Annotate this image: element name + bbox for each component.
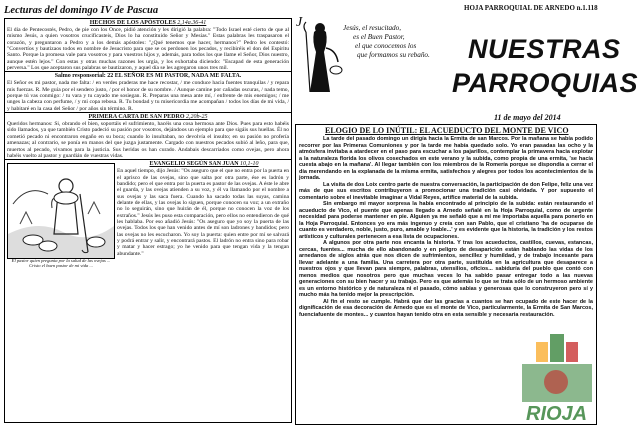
issue-date: 11 de mayo del 2014 [494,113,561,122]
illustration-caption: El pastor quien pregunta por la salud de las ovejas ... Cristo el buen pastor de mi vida ... [11,258,111,269]
gospel-text: En aquel tiempo, dijo Jesús: "Os aseguro que el que no entra por la puerta en el aprisco de las ovejas, sino que salta por otra parte, ése es ladrón y bandido; pero el que entra por la puerta es pastor de las ovejas. A éste le abre el guarda, y las ovejas atienden a su voz, y él va llamando por el nombre a sus ovejas y las saca fuera. Cuando ha sacado todas las suyas, camina delante de ellas, y las ovejas lo siguen, porque conocen su voz; a un extraño no lo seguirán, sino que huirán de él, porque no conocen la voz de los extraños." Jesús les puso esta comparación, pero ellos no entendieron de qué les hablaba. Por eso añadió Jesús: "Os aseguro que yo soy la puerta de las ovejas. Todos los que han venido antes de mí son ladrones y bandidos; pero las ovejas no les escucharon. Yo soy la puerta: quien entre por mí se salvará y podrá entrar y salir, y encontrará pastos. El ladrón no entra sino para robar y matar y hacer estrago; yo he venido para que tengan vida y la tengan abundante." [117,168,289,257]
first-reading-heading: HECHOS DE LOS APÓSTOLES 2,14a.36-41 [89,20,207,26]
masthead-title-line2: PARROQUIAS [452,68,638,98]
psalm-heading: Salmo responsorial: 22 EL SEÑOR ES MI PASTOR, NADA ME FALTA. [54,73,242,80]
article-paragraph: Sin embargo mi mayor sorpresa la había encontrado al principio de la subida: están restaurando el acueducto de Vico, el puente que apenas llegado a Arnedo señalé en la Hoja Parroquial, como de urgente necesidad para poderse mantener en pie. Alguien ya me señaló que a mí me importaba aquella para ponerlo en la Hoja Parroquial. Entonces yo era más ingenuo y creía con san Pablo, que el cristiano 'ha de ocuparse de cuanto es verdadero, noble, justo, puro, amable y loable...' y es evidente que la historia, la tradición y los restos artísticos y culturales pertenecen a esa lista de ocupaciones. [299,201,593,240]
article-paragraph: La tarde del pasado domingo un dirigía hacia la Ermita de san Marcos. Por la mañana se había podido recorrer por las Primeras Comuniones y por la tarde me había quedado solo. Yo eran pasadas las ocho y la atmósfera invitaba a atardecer en el paso para escuchar a los pajarillos, contemplar la primavera hacia explotar a la naturaleza florida los olivos cosechados en este verano y la subida, como propia de una ermita, 'se hacía cuesta abajo en la mañana'. Al llegar también con los miembros de la Romería porque se dispondía a cerrar el día merendando en la explanada de la misma ermita, satisfechos y alegres por todos los acontecimientos de la jornada. [299,136,593,181]
psalm-text: El Señor es mi pastor, nada me falta: / en verdes praderas me hace recostar, / me conduce hacia fuentes tranquilas / y repara mis fuerzas. R. Me guía por el sendero justo, / por el honor de su nombre. / Aunque camine por cañadas oscuras, / nada temo, porque tú vas conmigo: / tu vara y tu cayado me sosiegan. R. Preparas una mesa ante mí, / enfrente de mis enemigos; / me unges la cabeza con perfume, / y mi copa rebosa. R. Tu bondad y tu misericordia me acompañan / todos los días de mi vida, / y habitaré en la casa del Señor / por años sin término. R. [7,80,289,112]
gospel-section [5,161,291,269]
masthead-title-line1: NUESTRAS [468,34,621,64]
readings-column [4,4,292,423]
shepherd-logo [296,12,346,98]
readings-title: Lecturas del domingo IV de Pascua [4,5,159,16]
article-body [299,136,593,318]
article-paragraph: La visita de dos Loix centro parte de nuestra conversación, la participación de don Felipe, feliz una vez más de que sus escritos contribuyeron a promocionar una tradición casi olvidada. Y por supuesto el comentario sobre el inevitable imaginar a Vidal Reyes, artífice material de la subida. [299,181,593,201]
svg-text:J: J [296,15,303,30]
second-reading-heading: PRIMERA CARTA DE SAN PEDRO 2,20b-25 [88,114,208,121]
tagline-quote: Jesús, el resucitado, es el Buen Pastor, el que conocemos los que formamos su rebaño. [343,24,430,59]
first-reading-text: El día de Pentecostés, Pedro, de pie con los Once, pidió atención y les dirigió la palabra: "Todo Israel esté cierto de que al mismo Jesús, a quien vosotros crucificasteis, Dios lo ha constituido Señor y Mesías." Estas palabras les traspasaron el corazón, y preguntaron a Pedro y a los demás apóstoles: "¿Qué tenemos que hacer, hermanos?" Pedro les contestó: "Convertíos y bautizaos todos en nombre de Jesucristo para que se os perdonen los pecados, y recibiréis el don del Espíritu Santo. Porque la promesa vale para vosotros y para vuestros hijos y, además, para todos los que llame el Señor, Dios nuestro, aunque estén lejos." Con estas y otras muchas razones les urgía, y los exhortaba diciendo: "Escapad de esta generación perversa." Los que aceptaron sus palabras se bautizaron, y aquel día se les agregaron unos tres mil. [7,27,289,72]
rioja-logo-text: RIOJA [526,403,588,425]
rioja-logo [514,328,598,424]
article-title: ELOGIO DE LO INÚTIL: EL ACUEDUCTO DEL MONTE DE VICO [325,126,569,135]
article-paragraph: A algunos por otra parte nos encanta la historia. Y tras los acueductos, castillos, cuevas, estancas, cercas, fuentes... mucha de ello abandonado y en peligro de desaparición están hablando las vidas de los arnedanos de siglos atrás que nos dicen de sufrimientos, sencillez y humildad, y de trabajo incesante para llevar adelante a una familia. Una carretera por otra parte, sustituida en la agricultura que desaparece a nuestros ojos y que llevan para siempre, palabras, utensilios, oficios... sabiduría del pueblo que contó con menos medios que nosotros pero que muchas veces lo ha sabido pasar entregar todo a las nuevas generaciones con su bien hacer y su trabajo. Pero es que además lo que se trata sólo de un hermoso ambiente es un entorno histórico y de naturaleza ni el pasado, cómo sabias y generosas que lo construyeron pero sí y mucho más ha tenido mejor la prescripción. [299,240,593,298]
parish-sheet-label: HOJA PARROQUIAL DE ARNEDO n.1.118 [464,4,598,12]
good-shepherd-illustration [7,163,115,259]
readings-box [4,18,292,423]
second-reading-text: Queridos hermanos: Si, obrando el bien, soportáis el sufrimiento, hacéis una cosa hermosa ante Dios. Pues para esto habéis sido llamados, ya que también Cristo padeció su pasión por vosotros, dejándoos un ejemplo para que sigáis sus huellas. Él no cometió pecado ni encontraron engaño en su boca; cuando lo insultaban, no devolvía el insulto; en su pasión no profería amenazas; al contrario, se ponía en manos del que juzga justamente. Cargado con nuestros pecados subió al leño, para que, muertos al pecado, vivamos para la justicia. Sus heridas os han curado. Andabais descarriados como ovejas, pero ahora habéis vuelto al pastor y guardián de vuestras vidas. [7,121,289,159]
gospel-heading: EVANGELIO SEGÚN SAN JUAN 10,1-10 [149,161,259,168]
article-paragraph: Al fin el resto se cumple. Habrá que dar las gracias a cuantos se han ocupado de este hacer de la dignificación de esa decoración de Arnedo que es el monte de Vico, particularmente, la Ermita de San Marcos, fuenciafuente de montes... y cuantos hayan tenido otra en esta sensible y necesaria restauración. [299,298,593,318]
